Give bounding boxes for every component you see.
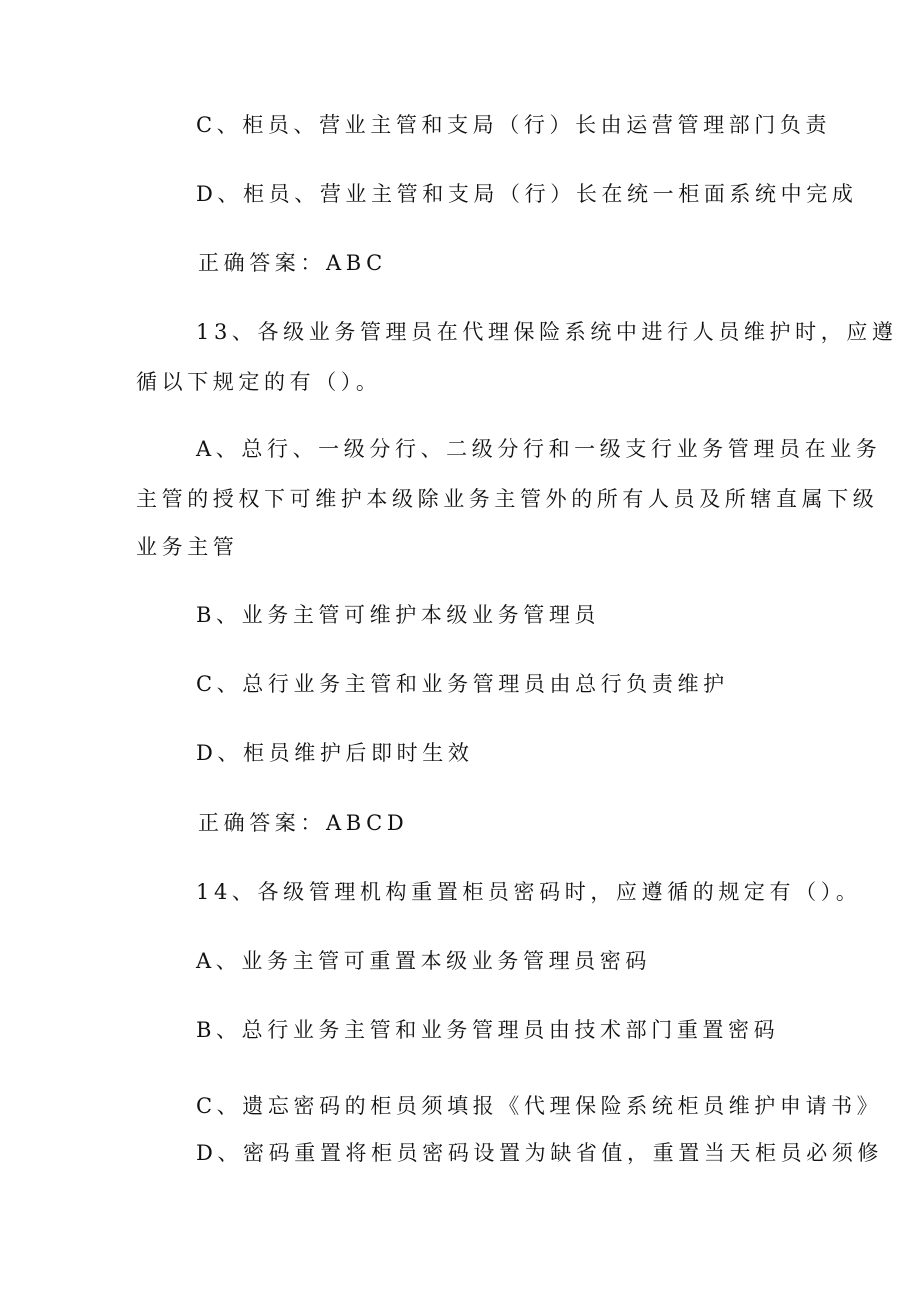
q13-option-a-line1: A、总行、一级分行、二级分行和一级支行业务管理员在业务 <box>196 437 882 461</box>
q13-option-c: C、总行业务主管和业务管理员由总行负责维护 <box>196 672 729 696</box>
q13-answer: 正确答案：ABCD <box>198 811 409 835</box>
q13-option-d: D、柜员维护后即时生效 <box>196 741 474 765</box>
q14-option-a: A、业务主管可重置本级业务管理员密码 <box>196 949 651 973</box>
q13-stem-line1: 13、各级业务管理员在代理保险系统中进行人员维护时，应遵 <box>196 320 898 344</box>
q13-option-a-line3: 业务主管 <box>136 535 239 559</box>
q14-option-d: D、密码重置将柜员密码设置为缺省值，重置当天柜员必须修 <box>196 1141 884 1165</box>
q13-option-a-line2: 主管的授权下可维护本级除业务主管外的所有人员及所辖直属下级 <box>136 487 879 511</box>
q12-option-c: C、柜员、营业主管和支局（行）长由运营管理部门负责 <box>196 113 832 137</box>
q12-option-d: D、柜员、营业主管和支局（行）长在统一柜面系统中完成 <box>196 182 858 206</box>
q13-stem-line2: 循以下规定的有（）。 <box>136 370 382 394</box>
q13-option-b: B、业务主管可维护本级业务管理员 <box>196 603 601 627</box>
q14-option-b: B、总行业务主管和业务管理员由技术部门重置密码 <box>196 1018 780 1042</box>
q14-option-c: C、遗忘密码的柜员须填报《代理保险系统柜员维护申请书》 <box>196 1094 883 1118</box>
q12-answer: 正确答案：ABC <box>198 251 387 275</box>
q14-stem: 14、各级管理机构重置柜员密码时，应遵循的规定有（）。 <box>196 880 862 904</box>
